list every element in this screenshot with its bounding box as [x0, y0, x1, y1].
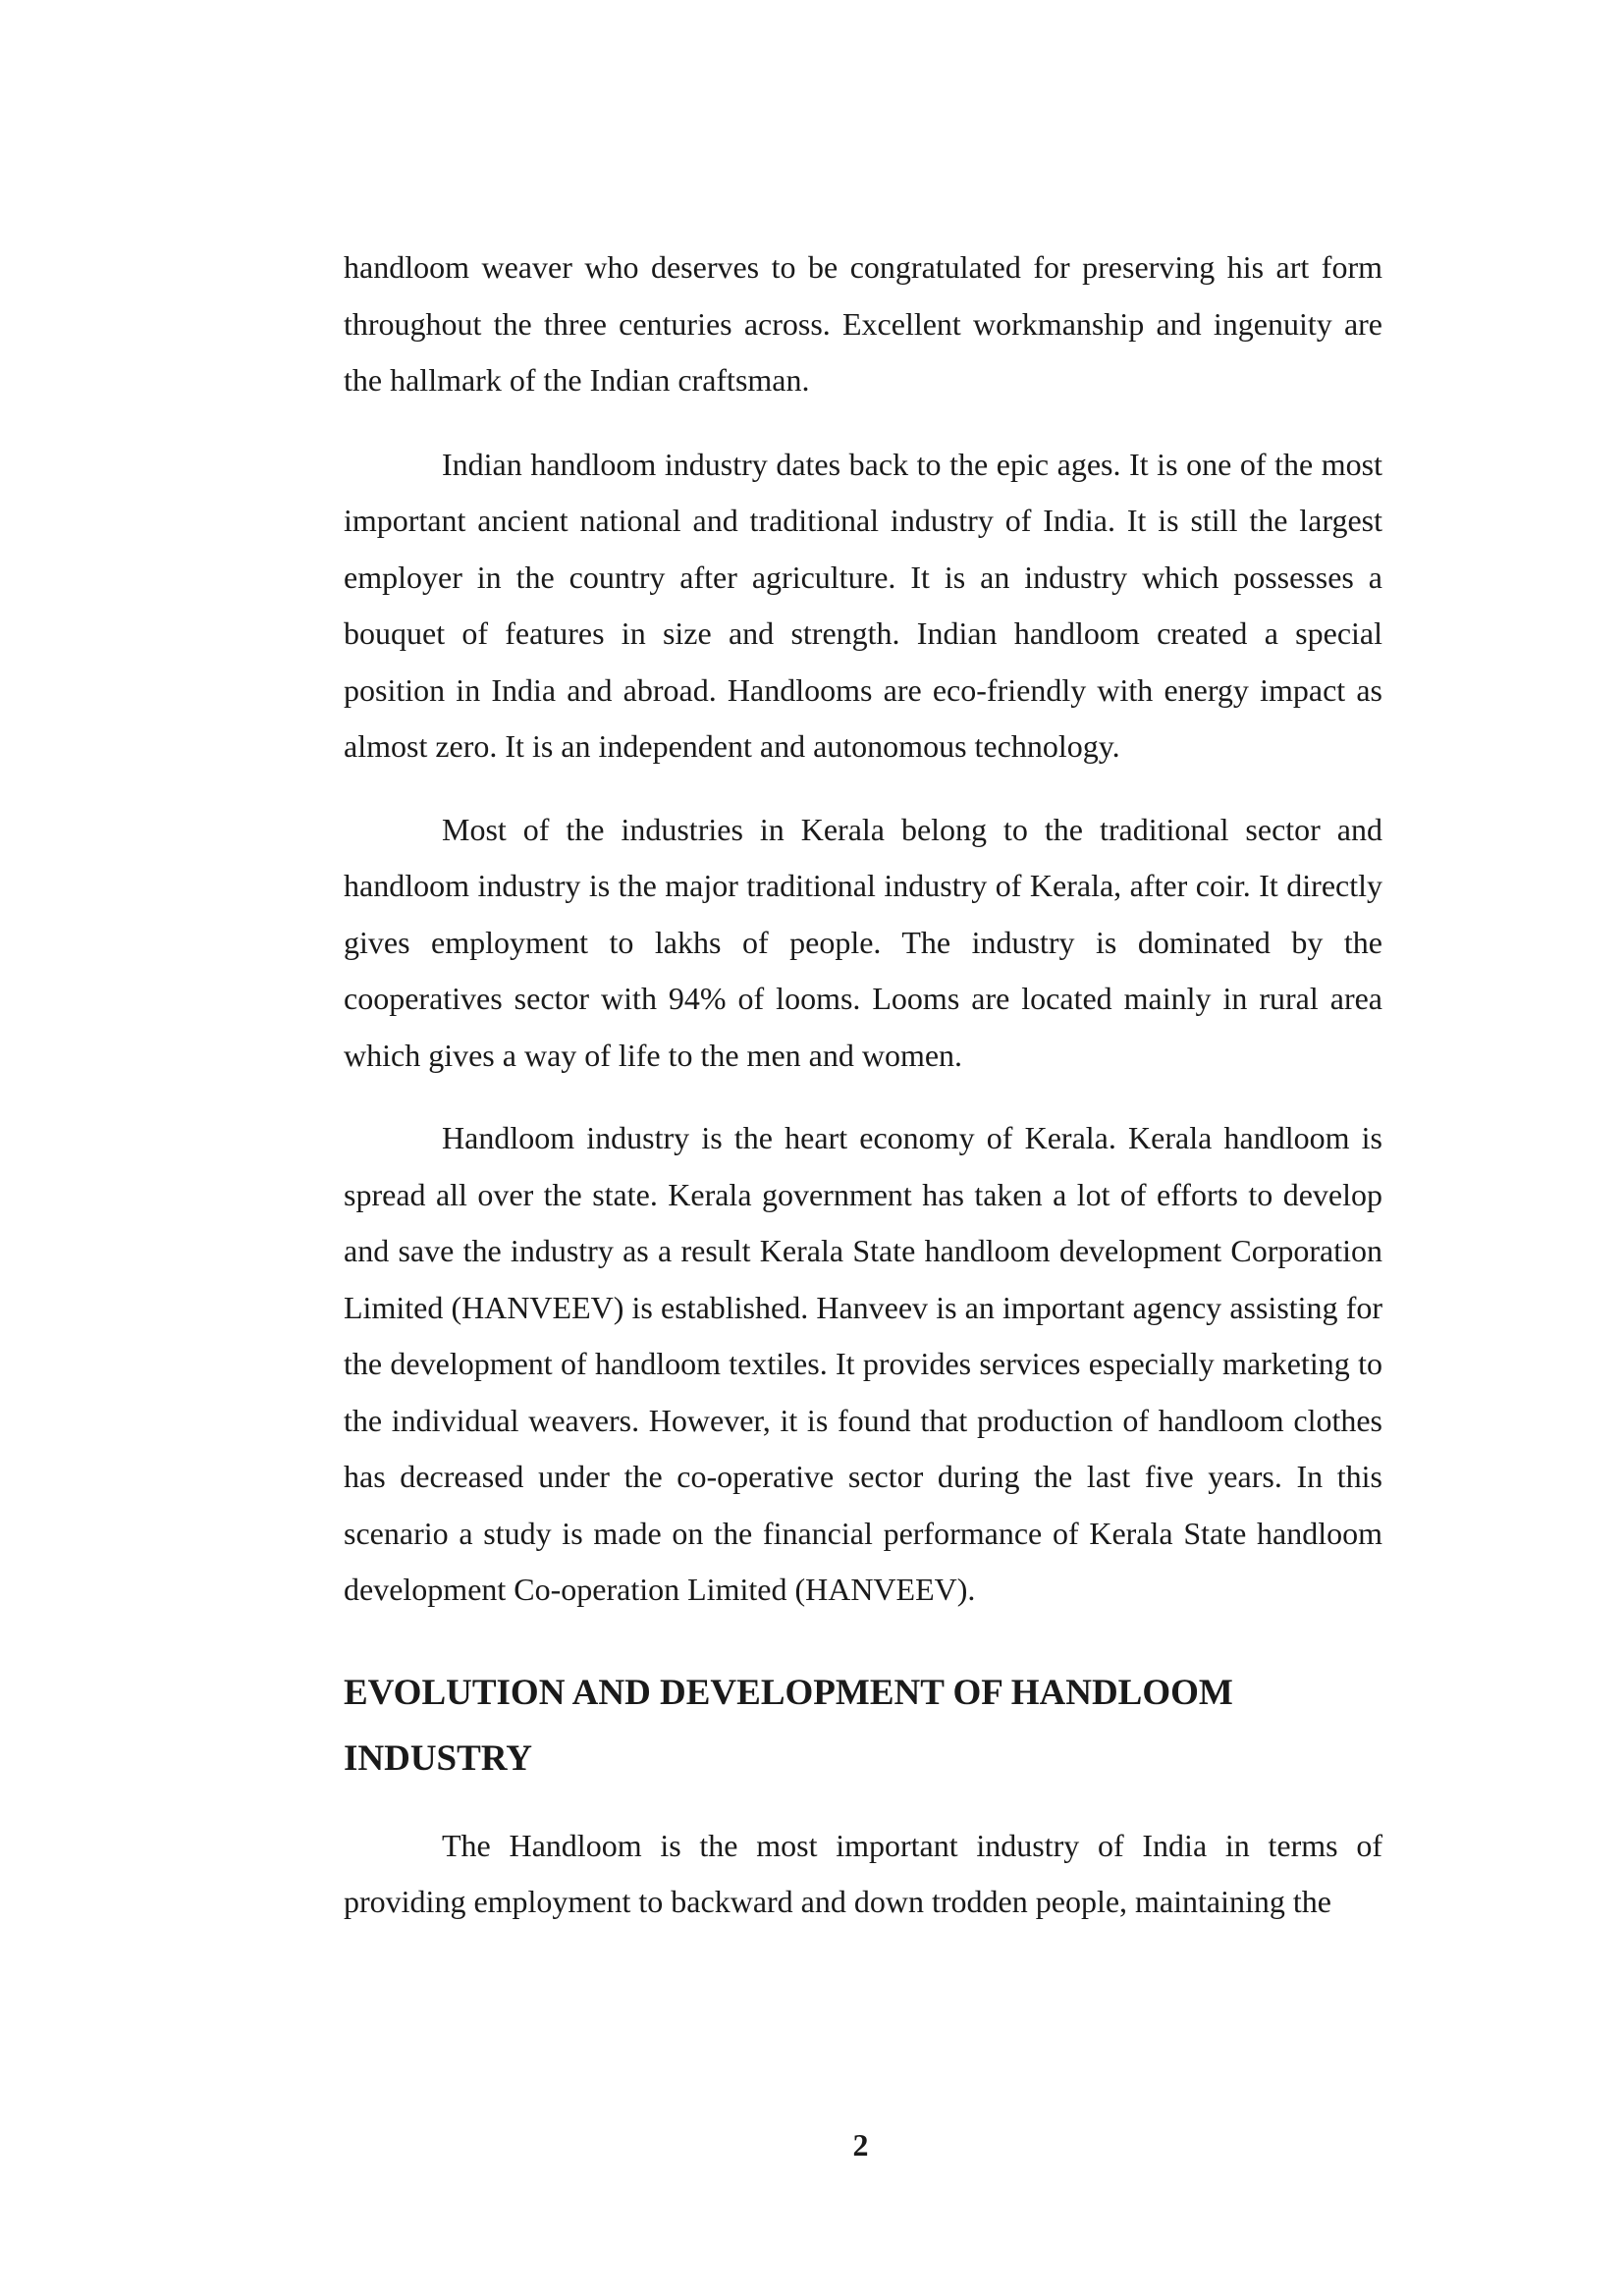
paragraph-kerala-industries: Most of the industries in Kerala belong to the traditional sector and handloom industry is the major traditional industry of Kerala, after coir. It directly gives employment to lakhs of people. The industry is dominated by the cooperatives sector with 94% of looms. Looms are located mainly in rural area which gives a way of life to the men and women. — [344, 811, 1382, 1073]
page-number: 2 — [852, 2127, 869, 2163]
section-heading: EVOLUTION AND DEVELOPMENT OF HANDLOOM INDUSTRY — [344, 1672, 1233, 1779]
document-body — [344, 240, 1382, 1931]
paragraph-hanveev: Handloom industry is the heart economy of Kerala. Kerala handloom is spread all over the state. Kerala government has taken a lot of efforts to develop and save the industry as a result Kerala State handloom development Corporation Limited (HANVEEV) is established. Hanveev is an important agency assisting for the development of handloom textiles. It provides services especially marketing to the individual weavers. However, it is found that production of handloom clothes has decreased under the co-operative sector during the last five years. In this scenario a study is made on the financial performance of Kerala State handloom development Co-operation Limited (HANVEEV). — [344, 1120, 1382, 1607]
paragraph-handloom-employment: The Handloom is the most important industry of India in terms of providing employment to backward and down trodden people, maintaining the — [344, 1827, 1382, 1919]
paragraph-continuation: handloom weaver who deserves to be congratulated for preserving his art form throughout the three centuries across. Excellent workmanship and ingenuity are the hallmark of the Indian craftsman. — [344, 249, 1382, 398]
paragraph-indian-handloom: Indian handloom industry dates back to the epic ages. It is one of the most important ancient national and traditional industry of India. It is still the largest employer in the country after agriculture. It is an industry which possesses a bouquet of features in size and strength. Indian handloom created a special position in India and abroad. Handlooms are eco-friendly with energy impact as almost zero. It is an independent and autonomous technology. — [344, 446, 1382, 764]
